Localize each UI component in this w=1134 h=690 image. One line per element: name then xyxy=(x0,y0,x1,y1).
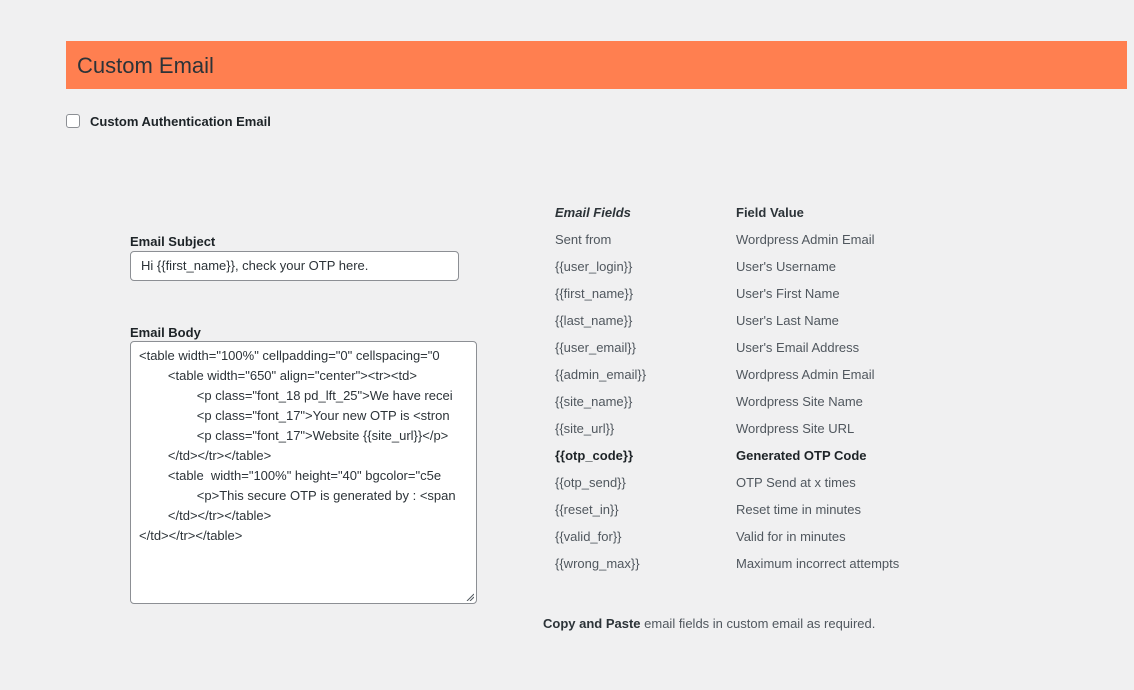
field-value-heading: Field Value xyxy=(736,205,804,220)
field-key: {{first_name}} xyxy=(555,286,634,301)
field-value: Wordpress Admin Email xyxy=(736,367,875,382)
field-key: {{valid_for}} xyxy=(555,529,622,544)
email-body-line: <p class="font_17">Website {{site_url}}</p> xyxy=(139,428,449,443)
email-fields-table xyxy=(555,203,899,581)
table-row xyxy=(555,311,899,338)
table-row xyxy=(555,257,899,284)
custom-auth-email-label[interactable]: Custom Authentication Email xyxy=(90,113,271,129)
field-value: Wordpress Admin Email xyxy=(736,232,875,247)
field-key: {{admin_email}} xyxy=(555,367,647,382)
email-body-line: <p>This secure OTP is generated by : <span xyxy=(139,488,456,503)
custom-auth-email-option[interactable] xyxy=(66,111,271,131)
field-value: OTP Send at x times xyxy=(736,475,856,490)
field-value: Valid for in minutes xyxy=(736,529,846,544)
field-value: Wordpress Site Name xyxy=(736,394,863,409)
email-subject-input[interactable]: Hi {{first_name}}, check your OTP here. xyxy=(130,251,459,281)
table-row xyxy=(555,365,899,392)
table-row xyxy=(555,230,899,257)
field-key: {{otp_send}} xyxy=(555,475,626,490)
copy-paste-note-strong: Copy and Paste xyxy=(543,616,641,631)
field-value: User's Username xyxy=(736,259,837,274)
email-body-line: </td></tr></table> xyxy=(139,448,272,463)
email-body-line: <p class="font_17">Your new OTP is <stron xyxy=(139,408,450,423)
field-key: {{otp_code}} xyxy=(555,448,634,463)
email-body-line: </td></tr></table> xyxy=(139,528,243,543)
table-row xyxy=(555,500,899,527)
table-row xyxy=(555,446,899,473)
email-body-line: </td></tr></table> xyxy=(139,508,272,523)
field-value: Generated OTP Code xyxy=(736,448,867,463)
field-value: Reset time in minutes xyxy=(736,502,861,517)
field-key: {{site_name}} xyxy=(555,394,633,409)
section-header xyxy=(66,41,1127,89)
email-body-line: <table width="100%" cellpadding="0" cellspacing="0 xyxy=(139,348,440,363)
table-row xyxy=(555,554,899,581)
field-key: {{user_email}} xyxy=(555,340,636,355)
field-key: {{wrong_max}} xyxy=(555,556,640,571)
field-value: User's Last Name xyxy=(736,313,839,328)
field-key: {{site_url}} xyxy=(555,421,615,436)
field-value: User's Email Address xyxy=(736,340,860,355)
table-row xyxy=(555,338,899,365)
email-body-content xyxy=(139,346,456,546)
table-row xyxy=(555,284,899,311)
email-body-line: <table width="650" align="center"><tr><td> xyxy=(139,368,417,383)
email-body-label: Email Body xyxy=(130,325,201,340)
table-row xyxy=(555,419,899,446)
copy-paste-note-text: email fields in custom email as required. xyxy=(640,616,876,631)
field-key: Sent from xyxy=(555,232,612,247)
table-row xyxy=(555,473,899,500)
table-row xyxy=(555,392,899,419)
custom-auth-email-checkbox[interactable] xyxy=(66,114,80,128)
field-key: {{last_name}} xyxy=(555,313,633,328)
email-body-line: <p class="font_18 pd_lft_25">We have recei xyxy=(139,388,453,403)
resize-grip-icon[interactable] xyxy=(466,593,474,601)
email-fields-heading: Email Fields xyxy=(555,205,631,220)
copy-paste-note xyxy=(543,616,875,631)
email-body-line: <table width="100%" height="40" bgcolor="c5e xyxy=(139,468,442,483)
email-body-textarea[interactable] xyxy=(130,341,477,604)
field-key: {{user_login}} xyxy=(555,259,633,274)
section-title: Custom Email xyxy=(77,53,214,78)
email-subject-label: Email Subject xyxy=(130,234,216,249)
email-fields-header xyxy=(555,203,899,230)
field-key: {{reset_in}} xyxy=(555,502,619,517)
field-value: Maximum incorrect attempts xyxy=(736,556,900,571)
field-value: Wordpress Site URL xyxy=(736,421,855,436)
table-row xyxy=(555,527,899,554)
field-value: User's First Name xyxy=(736,286,840,301)
